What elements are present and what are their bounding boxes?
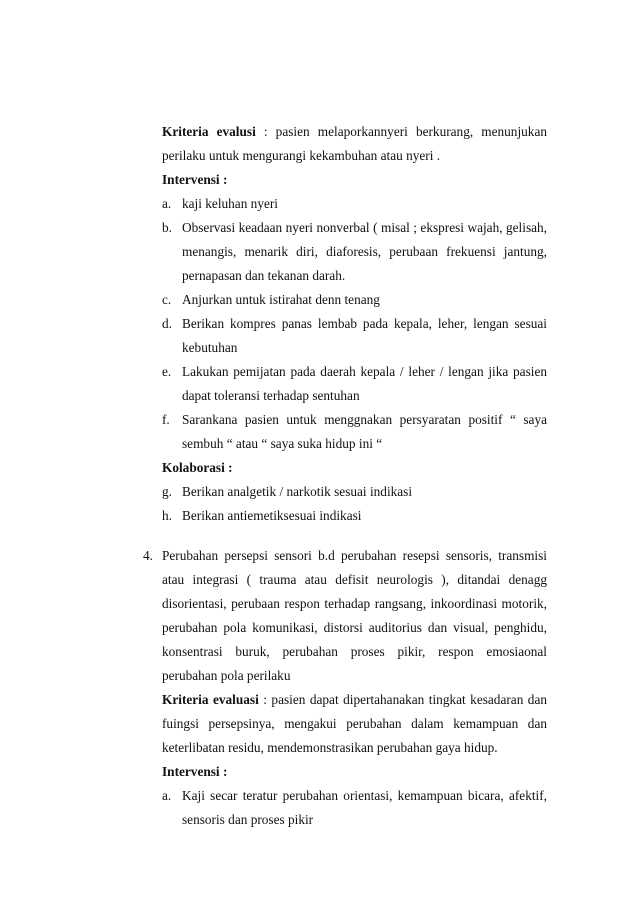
kriteria-evaluasi-line-3: keterlibatan residu, mendemonstrasikan perubahan gaya hidup. — [162, 740, 498, 755]
list-marker: g. — [162, 484, 172, 499]
list-item: Kaji secar teratur perubahan orientasi, kemampuan bicara, afektif, — [182, 788, 547, 803]
kriteria-evaluasi-label: Kriteria evaluasi — [162, 692, 259, 707]
diagnosis-line: perubahan pola komunikasi, distorsi auditorius dan visual, penghidu, — [162, 620, 547, 635]
list-item: Observasi keadaan nyeri nonverbal ( misal ; ekspresi wajah, gelisah, — [182, 220, 547, 235]
kriteria-evaluasi-line-2: perilaku untuk mengurangi kekambuhan atau nyeri . — [162, 148, 441, 163]
list-item: Anjurkan untuk istirahat denn tenang — [182, 292, 380, 307]
list-item-continuation: sensoris dan proses pikir — [182, 812, 314, 827]
kriteria-evaluasi-text: : pasien dapat dipertahanakan tingkat kesadaran dan — [263, 692, 547, 707]
intervensi-heading: Intervensi : — [162, 764, 228, 779]
section-number: 4. — [143, 548, 153, 563]
diagnosis-line: atau integrasi ( trauma atau defisit neurologis ), ditandai denagg — [162, 572, 547, 587]
diagnosis-line: Perubahan persepsi sensori b.d perubahan resepsi sensoris, transmisi — [162, 548, 547, 563]
list-item: kaji keluhan nyeri — [182, 196, 278, 211]
list-item: Berikan analgetik / narkotik sesuai indikasi — [182, 484, 413, 499]
list-item-continuation: kebutuhan — [182, 340, 238, 355]
kriteria-evaluasi-line-1 — [162, 124, 547, 140]
list-marker: a. — [162, 196, 172, 211]
list-marker: b. — [162, 220, 172, 235]
list-marker: c. — [162, 292, 172, 307]
kriteria-evaluasi-text: : pasien melaporkannyeri berkurang, menunjukan — [263, 124, 547, 139]
list-item-continuation: sembuh “ atau “ saya suka hidup ini “ — [182, 436, 383, 451]
list-item-continuation: dapat toleransi terhadap sentuhan — [182, 388, 360, 403]
kriteria-evaluasi-label: Kriteria evalusi — [162, 124, 256, 139]
list-item-continuation: pernapasan dan tekanan darah. — [182, 268, 346, 283]
list-marker: d. — [162, 316, 172, 331]
diagnosis-line: konsentrasi buruk, perubahan proses pikir, respon emosiaonal — [162, 644, 547, 659]
kriteria-evaluasi-line-2: fuingsi persepsinya, mengakui perubahan dalam kemampuan dan — [162, 716, 547, 731]
kolaborasi-heading: Kolaborasi : — [162, 460, 233, 475]
diagnosis-line: perubahan pola perilaku — [162, 668, 291, 683]
intervensi-heading: Intervensi : — [162, 172, 228, 187]
list-item-continuation: menangis, menarik diri, diaforesis, perubaan frekuensi jantung, — [182, 244, 547, 259]
list-marker: f. — [162, 412, 170, 427]
diagnosis-line: disorientasi, perubaan respon terhadap rangsang, inkoordinasi motorik, — [162, 596, 547, 611]
list-item: Lakukan pemijatan pada daerah kepala / leher / lengan jika pasien — [182, 364, 547, 379]
list-item: Berikan antiemetiksesuai indikasi — [182, 508, 362, 523]
list-marker: e. — [162, 364, 172, 379]
list-item: Sarankana pasien untuk menggnakan persyaratan positif “ saya — [182, 412, 547, 427]
list-marker: h. — [162, 508, 172, 523]
list-item: Berikan kompres panas lembab pada kepala, leher, lengan sesuai — [182, 316, 547, 331]
list-marker: a. — [162, 788, 172, 803]
kriteria-evaluasi-line-1 — [162, 692, 547, 708]
